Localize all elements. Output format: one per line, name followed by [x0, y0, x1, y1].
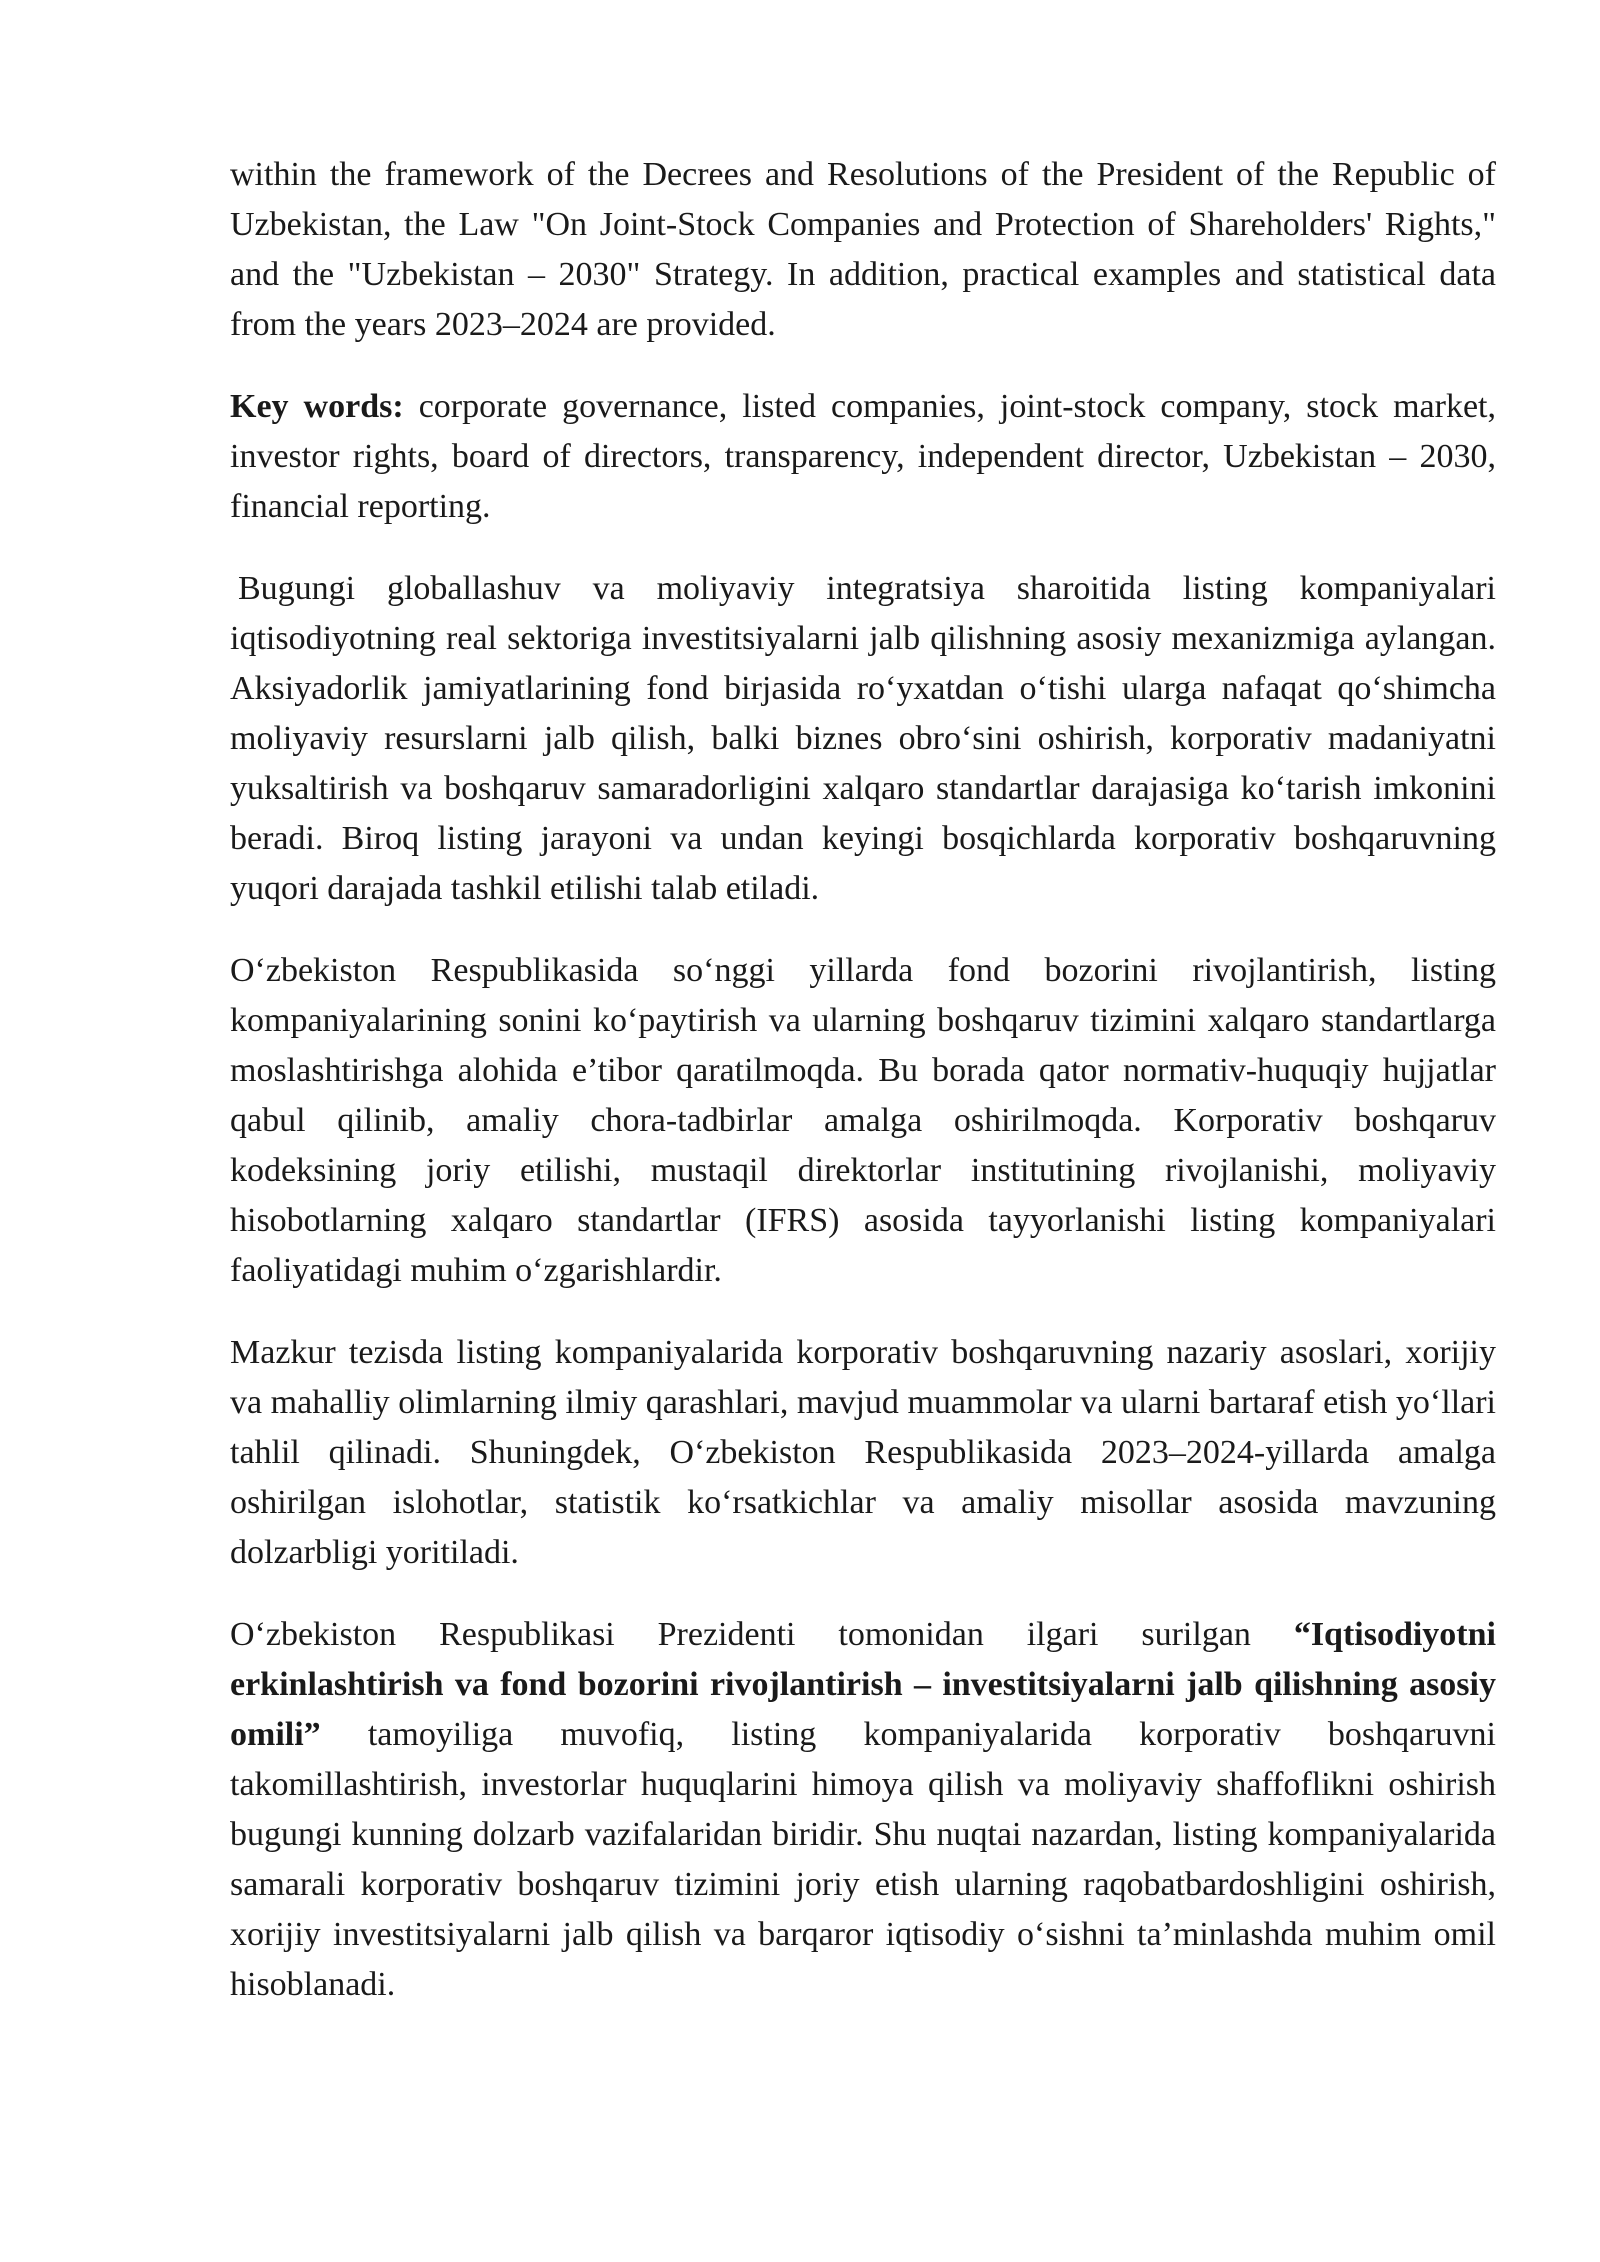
body-paragraph-4-end: tamoyiliga muvofiq, listing kompaniyalarida korporativ boshqaruvni takomillashtirish, investorlar huquqlarini himoya qilish va moliyaviy shaffoflikni oshirish bugungi kunning dolzarb vazifalaridan biridir. Shu nuqtai nazardan, listing kompaniyalarida samarali korporativ boshqaruv tizimini joriy etish ularning raqobatbardoshligini oshirish, xorijiy investitsiyalarni jalb qilish va barqaror iqtisodiy o‘sishni ta’minlashda muhim omil hisoblanadi.: [230, 1716, 1496, 2003]
document-page: [230, 150, 1496, 2042]
keywords-text: corporate governance, listed companies, joint-stock company, stock market, investor rights, board of directors, transparency, independent director, Uzbekistan – 2030, financial reporting.: [230, 388, 1496, 525]
body-paragraph-2: O‘zbekiston Respublikasida so‘nggi yillarda fond bozorini rivojlantirish, listing kompaniyalarining sonini ko‘paytirish va ularning boshqaruv tizimini xalqaro standartlarga moslashtirishga alohida e’tibor qaratilmoqda. Bu borada qator normativ-huquqiy hujjatlar qabul qilinib, amaliy chora-tadbirlar amalga oshirilmoqda. Korporativ boshqaruv kodeksining joriy etilishi, mustaqil direktorlar institutining rivojlanishi, moliyaviy hisobotlarning xalqaro standartlar (IFRS) asosida tayyorlanishi listing kompaniyalari faoliyatidagi muhim o‘zgarishlardir.: [230, 952, 1496, 1289]
body-paragraph-4: [230, 1610, 1496, 2010]
body-paragraph-3: Mazkur tezisda listing kompaniyalarida korporativ boshqaruvning nazariy asoslari, xorijiy va mahalliy olimlarning ilmiy qarashlari, mavjud muammolar va ularni bartaraf etish yo‘llari tahlil qilinadi. Shuningdek, O‘zbekiston Respublikasida 2023–2024-yillarda amalga oshirilgan islohotlar, statistik ko‘rsatkichlar va amaliy misollar asosida mavzuning dolzarbligi yoritiladi.: [230, 1334, 1496, 1571]
keywords-label: Key words:: [230, 388, 404, 425]
body-paragraph-4-start: O‘zbekiston Respublikasi Prezidenti tomonidan ilgari surilgan: [230, 1616, 1294, 1653]
body-paragraph-1: Bugungi globallashuv va moliyaviy integratsiya sharoitida listing kompaniyalari iqtisodiyotning real sektoriga investitsiyalarni jalb qilishning asosiy mexanizmiga aylangan. Aksiyadorlik jamiyatlarining fond birjasida ro‘yxatdan o‘tishi ularga nafaqat qo‘shimcha moliyaviy resurslarni jalb qilish, balki biznes obro‘sini oshirish, korporativ madaniyatni yuksaltirish va boshqaruv samaradorligini xalqaro standartlar darajasiga ko‘tarish imkonini beradi. Biroq listing jarayoni va undan keyingi bosqichlarda korporativ boshqaruvning yuqori darajada tashkil etilishi talab etiladi.: [230, 570, 1496, 907]
keywords-paragraph: [230, 382, 1496, 532]
body-paragraph-4-quote: “Iqtisodiyotni erkinlashtirish va fond bozorini rivojlantirish – investitsiyalarni jalb qilishning asosiy omili”: [230, 1616, 1496, 1753]
abstract-paragraph: within the framework of the Decrees and Resolutions of the President of the Republic of Uzbekistan, the Law "On Joint-Stock Companies and Protection of Shareholders' Rights," and the "Uzbekistan – 2030" Strategy. In addition, practical examples and statistical data from the years 2023–2024 are provided.: [230, 156, 1496, 343]
